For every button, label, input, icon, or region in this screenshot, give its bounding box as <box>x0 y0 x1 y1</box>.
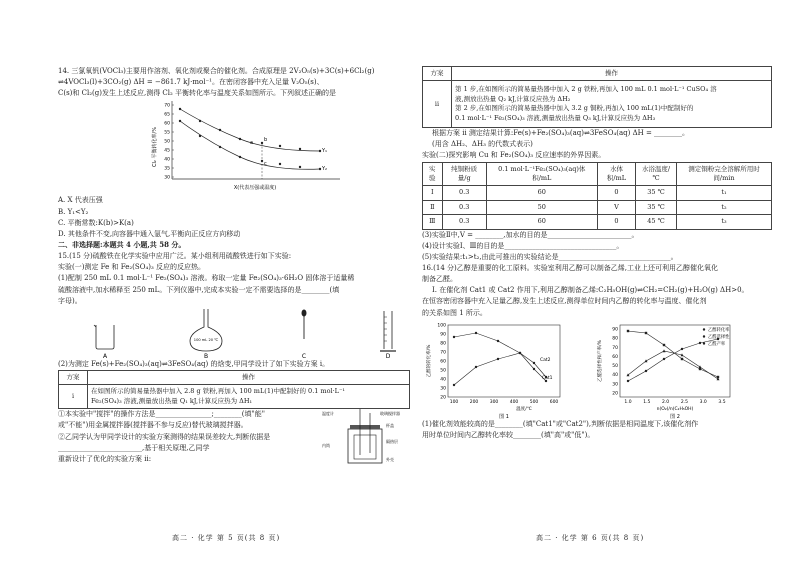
exp2-table-cell: 35 ℃ <box>636 200 677 214</box>
fig1-ytick: 60 <box>440 359 446 365</box>
exp2-table-cell: 0.3 <box>442 200 486 214</box>
fig2-point <box>645 359 648 362</box>
scheme-ii-table <box>422 66 772 128</box>
fig1-ytick: 30 <box>440 386 446 392</box>
apparatus-a: A <box>102 352 108 359</box>
q14-yaxis-label <box>151 127 158 167</box>
fig1-ytick: 50 <box>440 368 446 374</box>
q15-q3: (3)实验Ⅱ中,V = ________,加水的目的是________________________。 <box>422 230 639 239</box>
scheme-ii-op2: 液,测放出热量 Q₂ kJ,计算反应热为 ΔH₂ <box>455 94 571 103</box>
fig1-ytick: 90 <box>440 332 446 338</box>
q14-ytick-label: 50 <box>164 140 170 146</box>
q15-s1c: 字母)。 <box>58 296 82 305</box>
exp2-table-header: 0.1 mol·L⁻¹Fe₂(SO₄)₃(aq)体积/mL <box>486 162 597 186</box>
fig2-legend-marker <box>703 328 705 330</box>
q15-s1a: (1)配制 250 mL 0.1 mol·L⁻¹ Fe₂(SO₄)₃ 溶液。称取一定量 Fe₂(SO₄)₃·6H₂O 固体溶于适量稀 <box>58 274 355 283</box>
label-insulation: 隔热层 <box>386 439 398 445</box>
apparatus-b: B <box>203 352 209 359</box>
fig2-series-line <box>628 351 718 379</box>
table-row <box>423 186 772 200</box>
fig1-ytick: 100 <box>437 323 446 329</box>
exp2-table-header: 实验 <box>423 162 443 186</box>
q14-data-point <box>279 163 281 165</box>
fig1-point <box>475 332 477 334</box>
scheme-ii-op3: 第 2 步,在如图所示的简易量热器中加入 3.2 g 铜粉,再加入 100 mL(1)中配制好的 <box>455 104 694 113</box>
fig1-xtick: 500 <box>529 399 539 405</box>
q14-data-point <box>179 120 181 122</box>
fig2-xtick: 1.0 <box>624 399 632 405</box>
exp2-table-cell: Ⅱ <box>423 200 443 214</box>
q15-s1b: 硫酸溶液中,加水稀释至 250 mL。下列仪器中,完成本实验一定不需要选择的是________(填 <box>58 285 340 294</box>
q14-ytick-label: 55 <box>164 131 170 137</box>
q14-option-c: C. 平衡常数:K(b)>K(a) <box>58 218 134 227</box>
label-stirrer: 玻璃搅拌器 <box>380 411 400 417</box>
fig1-point <box>519 352 521 354</box>
fig2-point <box>645 370 647 372</box>
fig1-ytick: 40 <box>440 377 446 383</box>
q14-chart <box>150 99 350 195</box>
exp2-table-cell: Ⅲ <box>423 215 443 229</box>
q14-ytick-label: 70 <box>164 104 170 110</box>
q14-data-point <box>279 145 281 147</box>
exp2-table-header: 纯铜粉质量/g <box>442 162 486 186</box>
q14-data-point <box>219 146 221 148</box>
exp2-table-cell: Ⅰ <box>423 186 443 200</box>
q16-line3: Ⅰ. 在催化剂 Cat1 或 Cat2 作用下,利用乙醇制备乙烯:C₂H₅OH(g)⇌CH₂=CH₂(g)+H₂O(g) ΔH>0。 <box>432 286 749 295</box>
fig2-point <box>663 349 666 352</box>
exp2-table-cell: t₃ <box>676 215 771 229</box>
fig1-xtick: 600 <box>549 399 559 405</box>
scheme-ii-op1: 第 1 步,在如图所示的简易量热器中加入 2 g 铁粉,再加入 100 mL 0.1 mol·L⁻¹ CuSO₄ 溶 <box>455 85 717 94</box>
q15-q1: ①本实验中"搅拌"的操作方法是________________;________(填"能" <box>58 410 265 419</box>
q14-point-b: b <box>264 137 268 144</box>
fig1-point <box>533 362 535 364</box>
q14-option-a: A. X 代表压强 <box>58 196 103 205</box>
scheme-i-label: i <box>59 385 88 409</box>
table2-header-scheme: 方案 <box>423 67 452 81</box>
scheme-ii-label: ii <box>423 81 452 128</box>
q15-q4: (4)设计实验Ⅰ、Ⅲ的目的是________________________________。 <box>422 241 624 250</box>
table-header-operation: 操作 <box>88 370 410 384</box>
fig2-ylabel: 乙醛选择性和产率/% <box>598 339 603 382</box>
exp2-table-header: 水浴温度/℃ <box>636 162 677 186</box>
q16-q1: (1)催化剂效能较高的是________(填"Cat1"或"Cat2"),判断依据是相同温度下,该催化剂作 <box>422 419 699 428</box>
q14-series-y2: Y₂ <box>322 166 328 173</box>
dropper-icon <box>302 309 307 339</box>
q14-option-d: D. 其他条件不变,向容器中通入氩气,平衡向正反应方向移动 <box>58 229 241 238</box>
scheme-i-operation <box>88 385 410 409</box>
fig2-xlabel: n(O₂)/n(C₂H₅OH) <box>656 406 694 412</box>
fig1-point <box>497 340 499 342</box>
exp2-table-cell: t₂ <box>676 200 771 214</box>
q14-series-y1: Y₁ <box>322 148 328 155</box>
fig2-xtick: 1.5 <box>643 399 651 405</box>
q14-xaxis-label: X(代表压强或温度) <box>233 185 277 192</box>
fig2-legend-label: 乙醇转化率 <box>708 327 730 333</box>
q14-line2: ⇌4VOCl₃(l)+3CO₂(g) ΔH = −861.7 kJ·mol⁻¹。在密闭容器中充入足量 V₂O₅(s)、 <box>58 78 324 87</box>
label-inner-cup: 内筒 <box>322 443 330 449</box>
q15-intro: 15.(15 分)硫酸铁在化学实验中应用广泛。某小组利用硫酸铁进行如下实验: <box>58 252 292 261</box>
graduated-cylinder-icon <box>380 311 396 351</box>
fig2-series-line <box>628 339 718 381</box>
q14-data-point <box>239 138 241 140</box>
q14-line1: 14. 三氯氧钒(VOCl₃)主要用作溶剂、氧化剂或聚合的催化剂。合成原理是 2V₂O₅(s)+3C(s)+6Cl₂(g) <box>58 67 375 75</box>
q15-exp1: 实验(一)测定 Fe 和 Fe₂(SO₄)₃ 反应的反应热。 <box>58 263 206 272</box>
q14-ytick-label: 35 <box>164 167 170 173</box>
q16-line2: 制备乙醛。 <box>422 275 457 284</box>
fig2-point <box>681 358 683 360</box>
exp2-table-cell: V <box>597 200 635 214</box>
q15-q1b: 或"不能")用金属搅拌器(搅拌器不参与反应)替代玻璃搅拌器。 <box>58 421 248 430</box>
q14-data-point <box>199 120 201 122</box>
scheme-i-op1: 在如图所示的简易量热器中加入 2.8 g 铁粉,再加入 100 mL(1)中配制好的 0.1 mol·L⁻¹ <box>91 387 346 396</box>
fig2-point <box>645 332 647 334</box>
exp2-table-cell: t₁ <box>676 186 771 200</box>
q14-option-b: B. Y₁<Y₂ <box>58 207 89 216</box>
fig2-ytick: 90 <box>612 327 618 333</box>
scheme-i-table <box>58 370 410 409</box>
scheme-ii-operation <box>452 81 772 128</box>
fig2-ytick: 70 <box>612 345 618 351</box>
exp2-table <box>422 162 772 230</box>
q16-q1b: 用时单位时间内乙醇转化率较________(填"高"或"低")。 <box>422 430 595 439</box>
q14-yticks <box>164 103 174 181</box>
scheme-ii-op4: 0.1 mol·L⁻¹ Fe₂(SO₄)₃ 溶液,测量放出热量 Q₃ kJ,计算反应热为 ΔH₃ <box>455 113 656 122</box>
calorimeter-figure <box>320 407 410 467</box>
exp2-table-cell: 35 ℃ <box>636 186 677 200</box>
figure-1-chart <box>422 319 572 419</box>
exp2-title: 实验(二)探究影响 Cu 和 Fe₂(SO₄)₃ 反应速率的外界因素。 <box>422 151 606 160</box>
exp2-table-cell: 50 <box>486 200 597 214</box>
fig2-point <box>627 380 629 382</box>
fig2-point <box>699 365 702 368</box>
fig2-point <box>663 358 665 360</box>
fig2-ytick: 50 <box>612 363 618 369</box>
fig1-xtick: 100 <box>449 399 459 405</box>
q14-data-point <box>219 129 221 131</box>
fig2-xtick: 3.0 <box>699 399 707 405</box>
left-page <box>58 66 410 465</box>
fig1-xtick: 400 <box>509 399 519 405</box>
q14-data-point <box>239 156 241 158</box>
q14-line3: C(s)和 Cl₂(g)发生上述反应,测得 Cl₂ 平衡转化率与温度关系如图所示。下列叙述正确的是 <box>58 89 337 98</box>
fig1-label-cat2: Cat2 <box>540 357 551 363</box>
exp2-table-cell: 0.3 <box>442 186 486 200</box>
fig1-caption: 图 1 <box>499 413 509 419</box>
fig2-xtick: 2.0 <box>662 399 670 405</box>
fig2-caption: 图 2 <box>670 413 680 419</box>
flask-label: 100 mL 20 ℃ <box>193 337 219 342</box>
q16-line1: 16.(14 分)乙醇是重要的化工原料。实验室利用乙醇可以制备乙烯,工业上还可利用乙醇催化氧化 <box>422 264 718 273</box>
svg-text:Cl₂ 平衡转化率/%: Cl₂ 平衡转化率/% <box>152 127 158 168</box>
exp2-table-cell: 0 <box>597 215 635 229</box>
q14-data-point <box>319 168 321 170</box>
fig1-xtick: 300 <box>489 399 499 405</box>
fig2-ytick: 80 <box>612 336 618 342</box>
q16-line4: 在恒容密闭容器中充入足量乙醇,发生上述反应,测得单位时间内乙醇的转化率与温度、催化剂 <box>422 297 707 306</box>
fig1-point <box>475 366 477 368</box>
q14-data-point <box>179 108 181 110</box>
q15-q2c: 重新设计了优化的实验方案 ii: <box>58 454 152 463</box>
exp2-table-cell: 45 ℃ <box>636 215 677 229</box>
fig2-ytick: 60 <box>612 354 618 360</box>
volumetric-flask-icon <box>190 309 222 351</box>
table2-header-operation: 操作 <box>452 67 772 81</box>
figures-row <box>422 319 772 419</box>
apparatus-figure <box>58 307 410 359</box>
q14-ytick-label: 60 <box>164 122 170 128</box>
table-row <box>423 215 772 229</box>
q14-data-point <box>299 166 301 168</box>
exp2-table-header: 水体积/mL <box>597 162 635 186</box>
q15-s2: (2)为测定 Fe(s)+Fe₂(SO₄)₃(aq)⇌3FeSO₄(aq) 的焓变,甲同学设计了如下实验方案 i。 <box>58 359 330 368</box>
apparatus-c: C <box>301 352 307 359</box>
fig1-line-cat2 <box>454 333 546 377</box>
fig1-label-cat1: Cat1 <box>542 375 553 381</box>
fig1-point <box>453 336 455 338</box>
q14-ytick-label: 45 <box>164 149 170 155</box>
fig2-point <box>681 348 683 350</box>
table-header-scheme: 方案 <box>59 370 88 384</box>
fig2-legend-label: 乙醛选择性 <box>708 334 730 340</box>
q14-ytick-label: 40 <box>164 158 170 164</box>
exp2-table-cell: 0.3 <box>442 215 486 229</box>
exp2-table-cell: 60 <box>486 186 597 200</box>
q14-point-a: a <box>250 140 254 147</box>
q14-ytick-label: 30 <box>164 176 170 182</box>
q14-data-point <box>319 150 321 152</box>
footer-page6: 高二 · 化学 第 6 页(共 8 页) <box>536 534 645 542</box>
q14-data-point <box>199 135 201 137</box>
footer-page5: 高二 · 化学 第 5 页(共 8 页) <box>172 534 281 542</box>
fig2-point <box>627 330 629 332</box>
figure-2-chart <box>592 319 762 419</box>
fig1-ytick: 70 <box>440 350 446 356</box>
calc-line2: (用含 ΔH₂、ΔH₃ 的代数式表示) <box>432 140 533 149</box>
section-heading: 二、非选择题:本题共 4 小题,共 58 分。 <box>58 239 186 249</box>
right-page <box>422 66 772 441</box>
fig1-xlabel: 温度/℃ <box>516 406 532 412</box>
q15-questions-area <box>58 409 410 464</box>
fig1-ytick: 80 <box>440 341 446 347</box>
exp2-table-header: 测定铜粉完全溶解所用时间/min <box>676 162 771 186</box>
beaker-icon <box>94 325 114 349</box>
fig1-ytick: 20 <box>440 395 446 401</box>
fig2-legend-marker <box>703 335 705 337</box>
label-thermometer: 温度计 <box>322 411 334 417</box>
scheme-i-op2: Fe₂(SO₄)₃ 溶液,测量放出热量 Q₁ kJ,计算反应热为 ΔH₁ <box>91 396 253 405</box>
exp2-table-cell: 60 <box>486 215 597 229</box>
fig1-xtick: 200 <box>469 399 479 405</box>
q14-ytick-label: 65 <box>164 113 170 119</box>
fig2-ytick: 30 <box>612 382 618 388</box>
calc-line: 根据方案 ii 测定结果计算:Fe(s)+Fe₂(SO₄)₃(aq)⇌3FeSO₄(aq) ΔH = ________。 <box>432 129 690 138</box>
fig2-xtick: 2.5 <box>680 399 688 405</box>
fig1-point <box>533 368 535 370</box>
fig2-ytick: 20 <box>612 391 618 397</box>
label-shell: 外壳 <box>386 457 394 463</box>
q15-q2b: ________________________,基于相关原理,乙同学 <box>58 443 210 452</box>
fig2-ytick: 40 <box>612 372 618 378</box>
q16-line5: 的关系如图 1 所示。 <box>422 308 487 317</box>
fig2-point <box>699 342 701 344</box>
fig1-point <box>497 358 499 360</box>
fig1-point <box>453 384 455 386</box>
fig2-legend-marker <box>703 342 705 344</box>
exp2-table-cell: 0 <box>597 186 635 200</box>
fig2-legend-label: 乙醛产率 <box>708 341 726 347</box>
table-row <box>423 200 772 214</box>
fig2-xtick: 3.5 <box>718 399 726 405</box>
fig1-line-cat1 <box>454 353 546 385</box>
q15-q2: ②乙同学认为甲同学设计的实验方案测得的结果误差较大,判断依据是 <box>58 432 271 441</box>
q14-data-point <box>299 148 301 150</box>
apparatus-d: D <box>385 352 391 359</box>
label-lid: 杯盖 <box>386 423 394 429</box>
q15-q5: (5)实验结果:t₁>t₂,由此可推出的实验结论是________________________________。 <box>422 252 678 261</box>
q14-point-c: c <box>264 161 267 168</box>
fig1-ylabel: 乙醇的转化率/% <box>427 344 432 378</box>
fig2-point <box>663 344 665 346</box>
